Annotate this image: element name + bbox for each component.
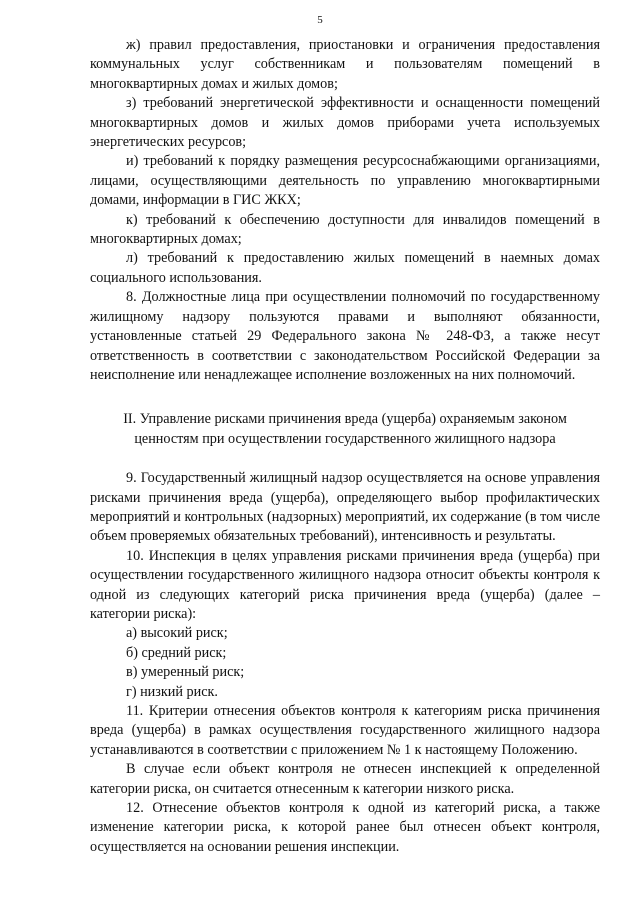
risk-category-medium: б) средний риск; <box>126 644 227 661</box>
section-heading-line-1: II. Управление рисками причинения вреда (ущерба) охраняемым законом <box>123 411 567 428</box>
page-number: 5 <box>317 14 323 26</box>
paragraph-z: з) требований энергетической эффективности и оснащенности помещений многоквартирных домов и жилых домов приборами учета используемых энергетических ресурсов; <box>90 95 600 151</box>
paragraph-12: 12. Отнесение объектов контроля к одной из категорий риска, а также изменение категории риска, к которой ранее был отнесен объект контроля, осуществляется на основании решения инспекции. <box>90 800 600 855</box>
paragraph-11-default-category: В случае если объект контроля не отнесен инспекцией к определенной категории риска, он считается отнесенным к категории низкого риска. <box>90 761 600 797</box>
paragraph-10: 10. Инспекция в целях управления рисками причинения вреда (ущерба) при осуществлении государственного жилищного надзора относит объекты контроля к одной из следующих категорий риска причинения вреда (ущерба) (далее – категории риска): <box>90 547 600 622</box>
paragraph-8: 8. Должностные лица при осуществлении полномочий по государственному жилищному надзору пользуются правами и выполняют обязанности, установленные статьей 29 Федерального закона № 248-ФЗ, а также несут ответственность в соответствии с законодательством Российской Федерации за неисполнение или ненадлежащее исполнение возложенных на них полномочий. <box>90 289 600 383</box>
paragraph-11: 11. Критерии отнесения объектов контроля к категориям риска причинения вреда (ущерба) в рамках осуществления государственного жилищного надзора устанавливаются в соответствии с приложением № 1 к настоящему Положению. <box>90 703 600 758</box>
paragraph-i: и) требований к порядку размещения ресурсоснабжающими организациями, лицами, осуществляющими деятельность по управлению многоквартирными домами, информации в ГИС ЖКХ; <box>90 153 600 209</box>
risk-category-low: г) низкий риск. <box>126 683 218 700</box>
paragraph-9: 9. Государственный жилищный надзор осуществляется на основе управления рисками причинения вреда (ущерба), определяющего выбор профилактических мероприятий и контрольных (надзорных) мероприятий, их содержание (в том числе объем проверяемых обязательных требований), интенсивность и результаты. <box>90 470 600 545</box>
document-body <box>90 36 600 857</box>
risk-category-moderate: в) умеренный риск; <box>126 664 245 681</box>
section-heading-line-2: ценностям при осуществлении государственного жилищного надзора <box>134 430 556 447</box>
paragraph-k: к) требований к обеспечению доступности для инвалидов помещений в многоквартирных домах; <box>90 211 600 248</box>
risk-category-high: а) высокий риск; <box>126 625 228 642</box>
paragraph-zh: ж) правил предоставления, приостановки и ограничения предоставления коммунальных услуг собственникам и пользователям помещений в многоквартирных домах и жилых домов; <box>90 37 600 92</box>
section-heading <box>90 410 600 449</box>
paragraph-l: л) требований к предоставлению жилых помещений в наемных домах социального использования. <box>90 250 600 286</box>
